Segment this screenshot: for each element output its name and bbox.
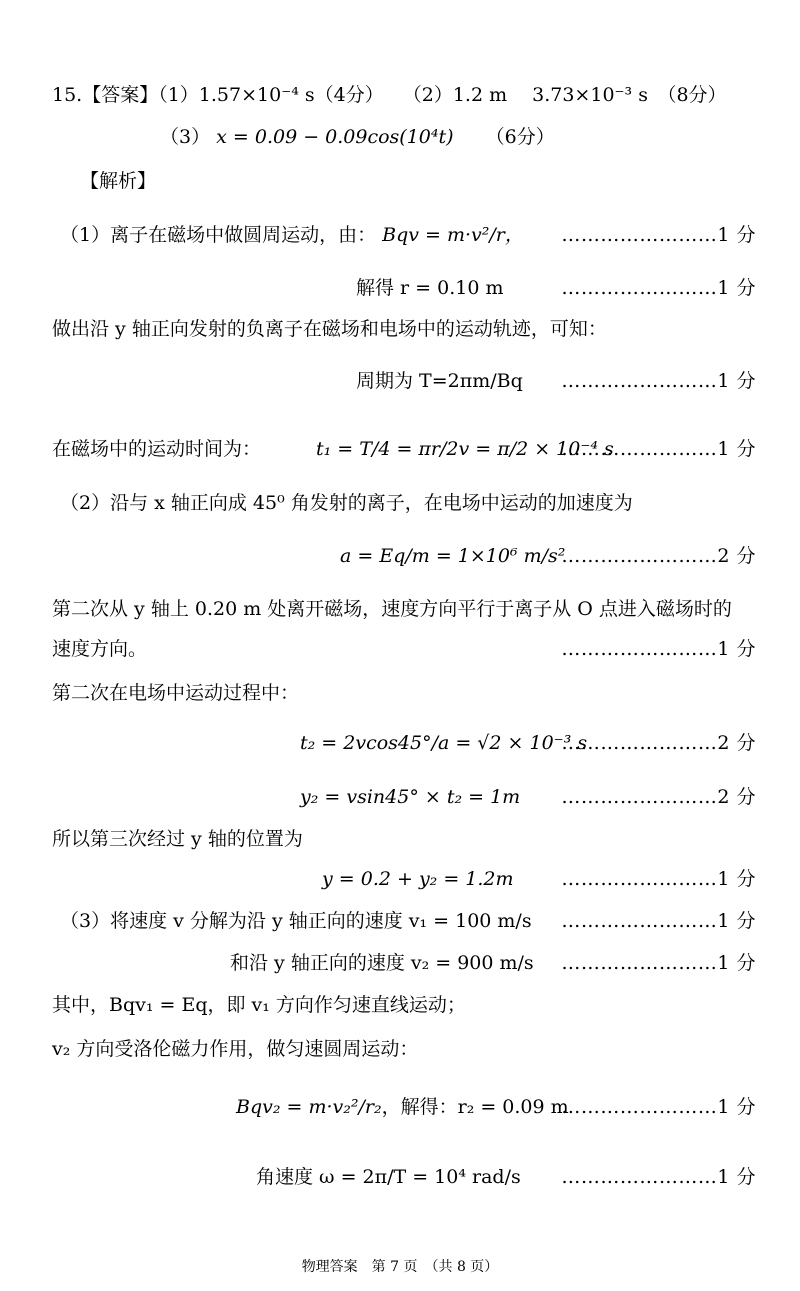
step1-points: ……………………1 分: [561, 224, 756, 246]
r2-points: ……………………1 分: [561, 1096, 756, 1118]
answer-line-2: [160, 124, 555, 150]
third-pass-text: 所以第三次经过 y 轴的位置为: [52, 828, 303, 850]
answer-part3-formula: x = 0.09 − 0.09cos(10⁴t): [216, 126, 454, 148]
t2-points: ……………………2 分: [561, 732, 756, 754]
time-in-field-label: 在磁场中的运动时间为：: [52, 438, 262, 460]
step1-text: （1）离子在磁场中做圆周运动，由：: [60, 224, 377, 246]
circular-motion-text: v₂ 方向受洛伦磁力作用，做匀速圆周运动：: [52, 1038, 419, 1060]
y2-points: ……………………2 分: [561, 786, 756, 808]
step1-formula: Bqv = m·v²/r，: [382, 224, 524, 246]
second-exit-text-cont: 速度方向。: [52, 638, 148, 660]
page-footer: 物理答案 第 7 页 （共 8 页）: [301, 1259, 499, 1275]
t2-formula: t₂ = 2vcos45°/a = √2 × 10⁻³ s: [300, 732, 588, 754]
period-formula: 周期为 T=2πm/Bq: [356, 370, 523, 392]
trajectory-text: 做出沿 y 轴正向发射的负离子在磁场和电场中的运动轨迹，可知：: [52, 318, 607, 340]
uniform-motion-text: 其中，Bqv₁ = Eq，即 v₁ 方向作匀速直线运动；: [52, 994, 466, 1016]
acceleration-formula: a = Eq/m = 1×10⁶ m/s²: [340, 545, 566, 567]
time-in-field-formula: t₁ = T/4 = πr/2v = π/2 × 10⁻⁴ s: [316, 438, 614, 460]
time-in-field-points: ……………………1 分: [561, 438, 756, 460]
period-points: ……………………1 分: [561, 370, 756, 392]
answer-line-1: 15.【答案】（1）1.57×10⁻⁴ s（4分） （2）1.2 m 3.73×10⁻³ s （8分）: [52, 84, 727, 106]
step3-decompose-v2: 和沿 y 轴正向的速度 v₂ = 900 m/s: [230, 952, 534, 974]
y-position-points: ……………………1 分: [561, 868, 756, 890]
radius-points: ……………………1 分: [561, 277, 756, 299]
step1-intro: [60, 222, 524, 248]
angular-velocity-points: ……………………1 分: [561, 1166, 756, 1188]
r2-equation: [236, 1094, 569, 1120]
r2-formula: Bqv₂ = m·v₂²/r₂: [236, 1096, 382, 1118]
second-exit-text: 第二次从 y 轴上 0.20 m 处离开磁场，速度方向平行于离子从 O 点进入磁场时的: [52, 598, 732, 620]
step2-intro: （2）沿与 x 轴正向成 45⁰ 角发射的离子，在电场中运动的加速度为: [60, 492, 633, 514]
radius-result: 解得 r = 0.10 m: [356, 277, 504, 299]
analysis-heading: 【解析】: [80, 170, 157, 192]
second-field-text: 第二次在电场中运动过程中：: [52, 682, 300, 704]
y-position-formula: y = 0.2 + y₂ = 1.2m: [322, 868, 514, 890]
angular-velocity-formula: 角速度 ω = 2π/T = 10⁴ rad/s: [256, 1166, 521, 1188]
v2-points: ……………………1 分: [561, 952, 756, 974]
answer-part3-points: （6分）: [485, 126, 555, 148]
second-exit-points: ……………………1 分: [561, 638, 756, 660]
acceleration-points: ……………………2 分: [561, 545, 756, 567]
v1-points: ……………………1 分: [561, 910, 756, 932]
r2-result: ，解得：r₂ = 0.09 m: [381, 1096, 569, 1118]
answer-part3-label: （3）: [160, 126, 211, 148]
step3-decompose-v1: （3）将速度 v 分解为沿 y 轴正向的速度 v₁ = 100 m/s: [60, 910, 532, 932]
y2-formula: y₂ = vsin45° × t₂ = 1m: [300, 786, 521, 808]
